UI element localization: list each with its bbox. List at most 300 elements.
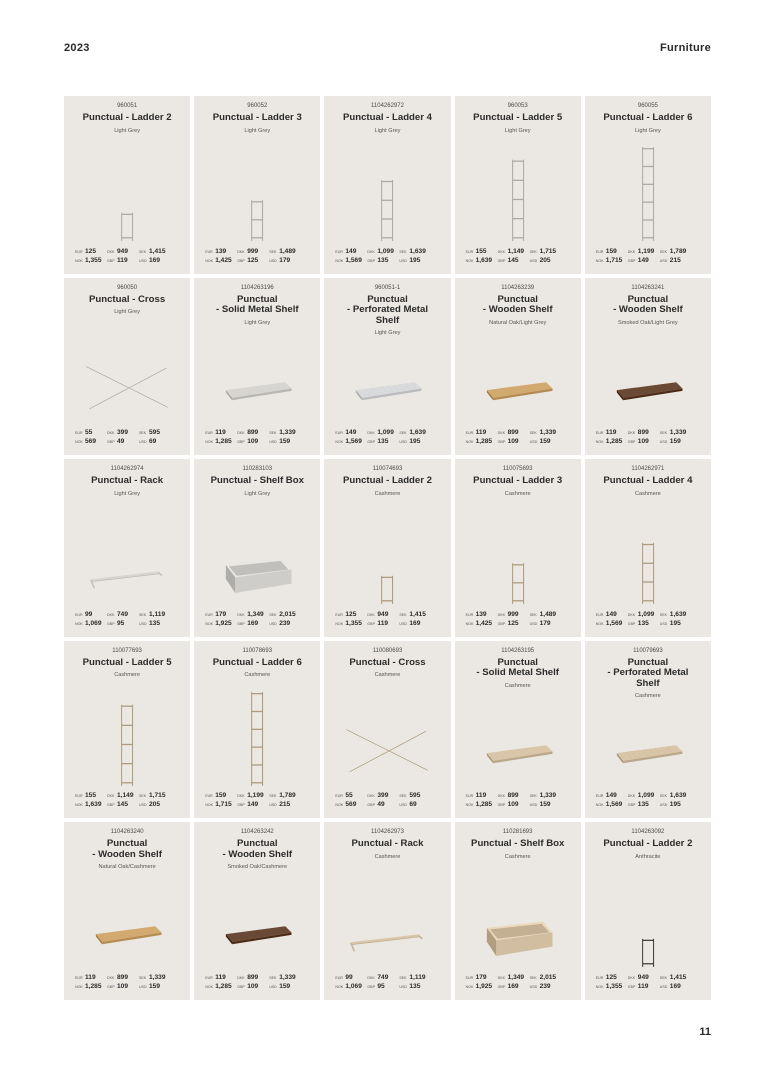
product-image [585,870,711,972]
shelf-illustration [455,326,581,428]
price-value: 119 [377,619,389,627]
price-value: 1,715 [149,792,166,800]
price-eur [596,429,625,437]
product-name-line: Punctual - Cross [349,656,426,668]
price-value: 1,339 [279,974,296,981]
product-color: Light Grey [114,490,140,497]
price-value: 125 [247,256,259,264]
price-value: 119 [215,974,226,981]
price-gbp [107,801,136,809]
product-name-line: - Perforated Metal [607,667,689,679]
price-value: 179 [279,256,291,264]
price-table [466,792,575,809]
product-name-line: - Wooden Shelf [613,304,683,316]
currency-label: USD [659,621,668,626]
currency-label: EUR [465,249,474,254]
price-nok [205,438,234,446]
price-value: 1,925 [215,619,232,627]
ladder-illustration [324,144,450,246]
price-usd [139,257,184,265]
price-value: 1,425 [475,619,493,627]
price-value: 1,355 [85,256,102,264]
product-name-line: Punctual - Ladder 5 [473,112,563,123]
price-value: 159 [149,983,161,990]
price-nok [596,257,625,265]
price-usd [139,983,184,991]
price-value: 119 [117,256,128,264]
price-value: 109 [507,438,519,446]
price-eur [205,974,234,982]
price-value: 135 [149,619,161,627]
price-eur [335,611,364,619]
price-table [205,429,314,446]
price-value: 1,639 [409,247,426,255]
price-value: 1,489 [539,610,557,618]
currency-label: SEK [269,794,277,799]
price-table [205,792,314,809]
currency-label: SEK [659,431,667,436]
currency-label: USD [529,440,538,445]
price-value: 159 [215,792,227,800]
product-image [64,689,190,791]
price-gbp [367,801,396,809]
price-value: 1,715 [215,801,232,809]
price-table [205,248,314,265]
currency-label: SEK [139,976,147,980]
price-value: 125 [507,619,519,627]
currency-label: GBP [497,985,506,989]
product-code: 960051-1 [374,284,401,291]
product-color: Light Grey [114,127,140,134]
currency-label: SEK [399,249,407,254]
price-value: 195 [669,619,681,627]
price-table [75,429,184,446]
currency-label: EUR [335,249,343,254]
product-name-line: Punctual - Ladder 6 [603,112,693,123]
currency-label: EUR [465,794,474,799]
currency-label: DKK [367,612,375,617]
product-color: Light Grey [114,309,140,316]
price-value: 1,569 [605,619,623,627]
product-name-line: Punctual [237,293,278,305]
price-usd [530,983,575,991]
product-name [198,476,316,499]
currency-label: GBP [107,803,115,808]
product-name [459,658,577,692]
price-value: 139 [215,247,227,255]
price-dkk [237,792,266,800]
price-dkk [498,792,527,800]
product-name-line: Punctual [627,656,669,668]
currency-label: NOK [465,621,474,626]
currency-label: USD [659,258,668,263]
price-value: 1,285 [605,438,623,446]
shelf-illustration [64,870,190,972]
currency-label: USD [399,440,407,445]
currency-label: USD [529,803,538,808]
price-dkk [628,974,657,982]
price-sek [269,792,314,800]
price-sek [269,974,314,982]
product-name-line: Punctual [627,293,669,305]
price-eur [335,974,364,982]
price-value: 159 [605,247,617,255]
currency-label: EUR [205,794,213,799]
currency-label: EUR [205,612,213,617]
currency-label: DKK [107,431,115,436]
product-name [589,476,707,499]
currency-label: EUR [465,612,474,617]
price-usd [269,438,314,446]
price-table [466,611,575,628]
currency-label: GBP [237,440,245,445]
price-nok [205,257,234,265]
product-name [328,839,446,862]
price-dkk [628,611,657,619]
price-table [335,792,444,809]
price-value: 569 [85,438,97,446]
price-table [75,611,184,628]
price-value: 169 [507,983,519,990]
currency-label: USD [139,440,147,445]
price-nok [335,801,364,809]
price-value: 109 [507,801,519,809]
price-nok [335,620,364,628]
price-usd [269,801,314,809]
price-value: 149 [637,256,649,264]
product-code: 1104263196 [240,284,274,291]
price-value: 125 [85,247,97,255]
price-dkk [107,974,136,982]
price-table [335,974,444,991]
price-value: 1,099 [637,610,655,618]
price-eur [466,611,495,619]
product-name [68,658,186,681]
product-name [68,295,186,318]
price-value: 195 [409,438,421,446]
price-dkk [367,248,396,256]
product-name [459,295,577,329]
product-color: Cashmere [634,693,661,700]
product-name-line: Punctual [497,293,538,305]
price-sek [139,611,184,619]
product-image [585,326,711,428]
currency-label: USD [659,440,668,445]
price-value: 55 [345,792,353,800]
currency-label: SEK [269,612,277,617]
shelf-illustration [194,326,320,428]
product-image [64,144,190,246]
price-usd [139,801,184,809]
product-name-line: - Solid Metal Shelf [476,667,559,679]
product-code: 110078693 [242,647,273,654]
price-eur [466,792,495,800]
currency-label: USD [139,985,147,989]
price-gbp [498,257,527,265]
product-name-line: - Wooden Shelf [482,304,553,316]
price-gbp [498,438,527,446]
product-image [455,144,581,246]
price-eur [466,974,495,982]
product-code: 110075693 [502,466,533,473]
price-usd [660,438,705,446]
product-image [455,870,581,972]
product-code: 960053 [507,103,528,109]
currency-label: EUR [335,431,343,436]
price-sek [530,974,575,982]
currency-label: DKK [497,249,505,254]
product-name-line: Punctual - Ladder 5 [82,656,172,668]
price-value: 135 [377,256,389,264]
price-value: 899 [507,429,519,437]
product-color: Light Grey [244,127,271,134]
currency-label: NOK [205,803,213,808]
price-value: 1,489 [279,247,296,255]
price-value: 145 [507,256,519,264]
product-code: 110074693 [372,466,403,473]
product-code: 1104263240 [110,829,144,836]
currency-label: SEK [139,431,147,436]
currency-label: NOK [595,440,604,445]
product-image [585,507,711,609]
currency-label: SEK [659,794,667,799]
price-eur [596,792,625,800]
product-name-line: Punctual - Rack [91,475,164,487]
currency-label: NOK [595,621,604,626]
price-value: 1,569 [345,256,362,264]
price-eur [205,248,234,256]
ladder-illustration [585,870,711,972]
product-color: Light Grey [634,127,661,134]
price-value: 179 [475,974,487,981]
currency-label: DKK [627,794,636,799]
price-dkk [628,792,657,800]
price-value: 1,285 [215,983,232,990]
page-number: 11 [699,1026,711,1038]
product-color: Natural Oak/Light Grey [489,319,547,326]
price-sek [660,974,705,982]
currency-label: DKK [627,612,636,617]
currency-label: USD [529,985,538,989]
price-nok [596,620,625,628]
currency-label: USD [269,440,277,445]
product-card [324,822,450,1000]
currency-label: DKK [497,612,505,617]
currency-label: USD [269,258,277,263]
price-sek [399,974,444,982]
product-card [64,459,190,637]
currency-label: EUR [595,431,604,436]
price-nok [75,620,104,628]
product-color: Light Grey [504,127,531,134]
price-value: 899 [637,429,649,437]
currency-label: DKK [367,431,375,436]
price-nok [466,620,495,628]
product-color: Light Grey [374,127,401,134]
price-value: 139 [475,610,487,618]
currency-label: GBP [627,440,636,445]
price-sek [269,429,314,437]
price-value: 159 [279,983,291,990]
product-image [194,689,320,791]
price-eur [75,611,104,619]
price-value: 1,069 [345,983,362,990]
currency-label: USD [529,258,538,263]
price-nok [335,438,364,446]
currency-label: EUR [335,612,343,617]
price-value: 999 [507,610,519,618]
ladder-illustration [64,144,190,246]
currency-label: GBP [237,985,245,989]
price-nok [205,620,234,628]
cross-illustration [64,326,190,428]
currency-label: DKK [237,431,245,436]
price-nok [205,983,234,991]
product-card [64,641,190,819]
price-gbp [237,438,266,446]
price-gbp [237,620,266,628]
price-nok [596,983,625,991]
product-card [585,641,711,819]
product-card [324,278,450,456]
price-value: 135 [377,438,389,446]
price-eur [205,792,234,800]
price-value: 119 [637,983,649,990]
price-value: 55 [85,429,93,437]
price-value: 2,015 [279,610,296,618]
shelf-illustration [455,689,581,791]
currency-label: EUR [595,976,604,980]
ladder-illustration [324,507,450,609]
currency-label: DKK [627,249,636,254]
product-card [324,641,450,819]
product-image [455,326,581,428]
product-card [455,459,581,637]
currency-label: GBP [497,440,506,445]
price-usd [660,801,705,809]
price-value: 569 [345,801,357,809]
currency-label: SEK [659,249,667,254]
currency-label: USD [269,985,277,989]
rack-illustration [64,507,190,609]
price-value: 149 [247,801,259,809]
price-nok [75,983,104,991]
currency-label: NOK [595,803,604,808]
product-card [585,822,711,1000]
product-code: 1104263241 [631,284,665,291]
price-sek [399,429,444,437]
currency-label: NOK [75,440,83,445]
ladder-illustration [585,144,711,246]
product-color: Cashmere [374,490,401,497]
price-value: 169 [247,619,259,627]
price-value: 149 [605,792,617,800]
price-table [205,974,314,991]
currency-label: GBP [627,621,636,626]
product-card [64,822,190,1000]
product-name [589,839,707,862]
product-name-line: - Wooden Shelf [222,848,293,860]
price-sek [530,429,575,437]
price-usd [530,801,575,809]
price-table [466,248,575,265]
price-gbp [628,983,657,991]
price-dkk [498,429,527,437]
product-image [194,507,320,609]
price-nok [466,257,495,265]
price-sek [399,792,444,800]
currency-label: SEK [269,431,277,436]
price-sek [139,429,184,437]
price-value: 1,339 [279,429,296,437]
product-name-line: Punctual [497,656,538,668]
price-value: 949 [637,974,649,981]
price-value: 109 [637,438,649,446]
ladder-illustration [194,144,320,246]
currency-label: EUR [335,794,343,799]
price-nok [75,438,104,446]
price-eur [466,248,495,256]
currency-label: SEK [529,794,537,799]
currency-label: GBP [107,621,115,626]
product-code: 1104263239 [501,284,535,291]
price-value: 149 [345,247,357,255]
price-value: 119 [475,792,487,800]
price-table [75,792,184,809]
product-image [194,870,320,972]
price-value: 1,415 [669,974,687,981]
product-image [194,144,320,246]
price-value: 109 [117,983,129,990]
product-name [198,839,316,873]
price-dkk [367,611,396,619]
price-value: 1,789 [669,247,687,255]
price-usd [399,438,444,446]
price-eur [75,974,104,982]
product-color: Cashmere [504,682,531,689]
price-value: 949 [377,610,389,618]
product-color: Cashmere [244,672,271,679]
product-name-line: Punctual - Ladder 3 [473,475,563,487]
product-name-line: Punctual - Ladder 3 [212,112,302,123]
price-sek [660,792,705,800]
price-dkk [367,974,396,982]
price-usd [399,257,444,265]
currency-label: NOK [595,985,604,989]
price-gbp [367,983,396,991]
price-value: 195 [409,256,421,264]
currency-label: NOK [335,440,344,445]
price-dkk [237,611,266,619]
price-value: 1,355 [345,619,362,627]
product-color: Cashmere [374,853,401,860]
price-value: 1,099 [377,429,394,437]
price-value: 1,099 [377,247,394,255]
price-sek [139,248,184,256]
price-eur [466,429,495,437]
price-eur [205,429,234,437]
price-value: 1,349 [507,974,525,981]
product-card [64,278,190,456]
currency-label: EUR [465,431,474,436]
price-usd [399,620,444,628]
product-code: 1104263195 [501,647,535,654]
price-eur [596,611,625,619]
product-code: 960050 [117,284,138,291]
currency-label: NOK [465,440,474,445]
currency-label: GBP [497,258,506,263]
product-card [455,96,581,274]
